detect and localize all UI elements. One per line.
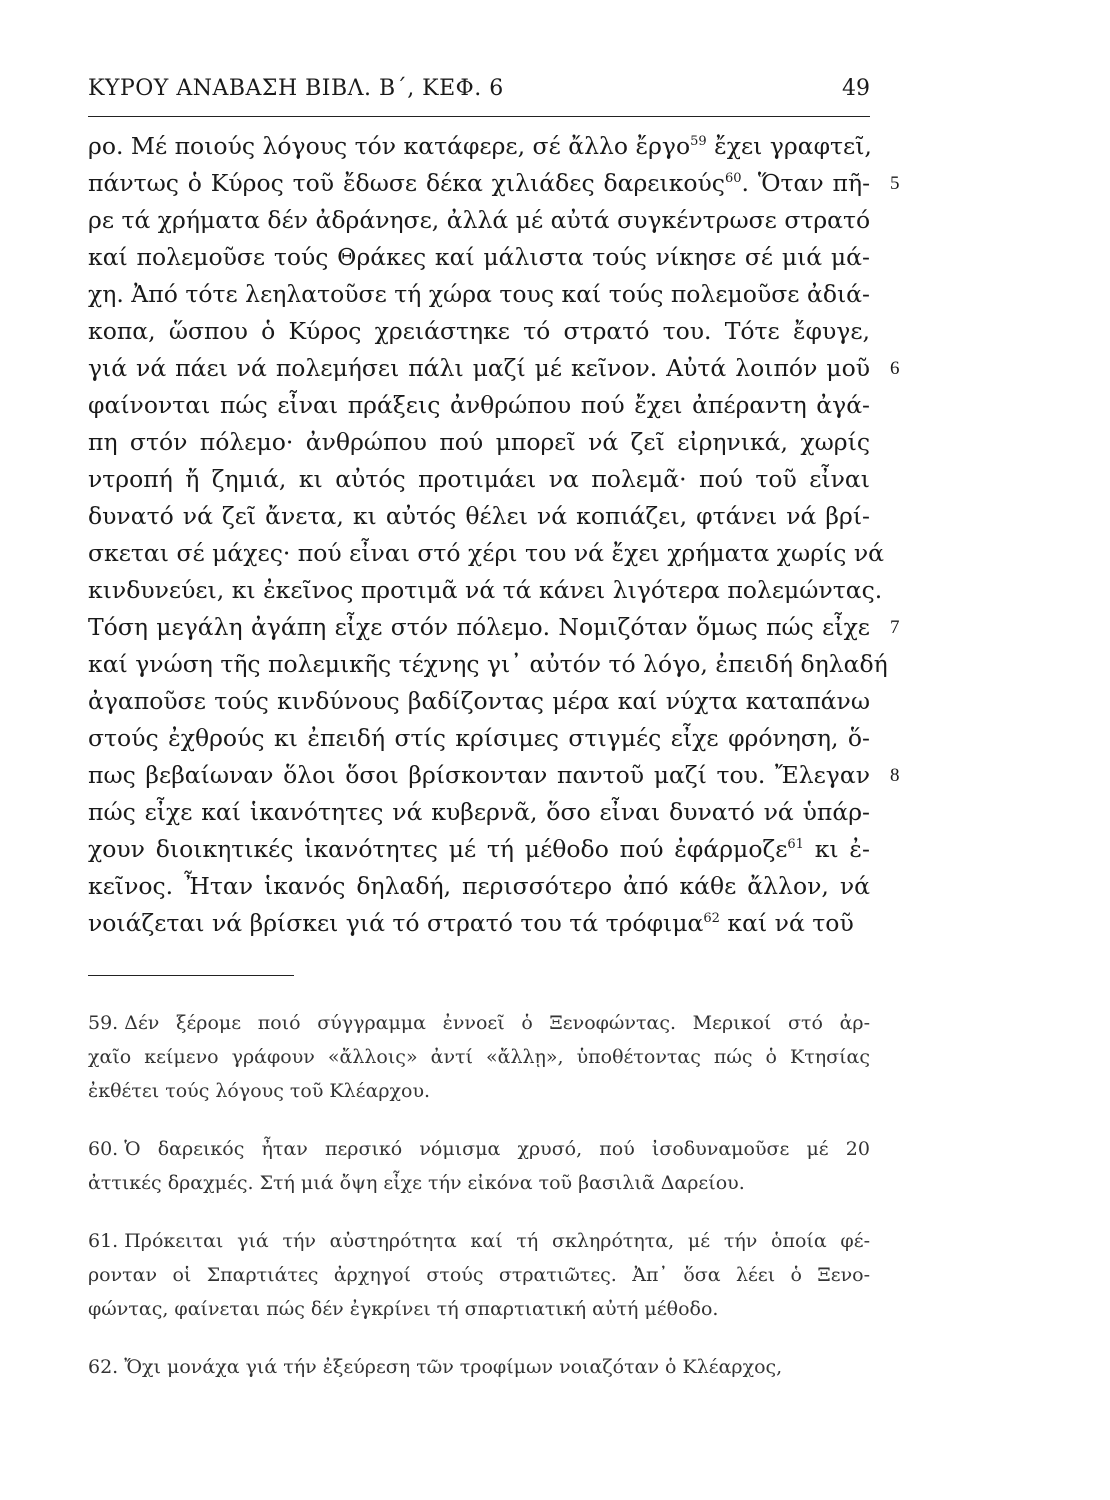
text-line — [88, 424, 870, 461]
text-line — [88, 868, 870, 905]
footnote-text: Πρόκειται γιά τήν αὐστηρότητα καί τή σκληρότητα, μέ τήν ὁποία φέ- — [124, 1230, 870, 1252]
footnote-number: 61. — [88, 1230, 119, 1252]
line-text: σκεται σέ μάχες· πού εἶναι στό χέρι του νά ἔχει χρήματα χωρίς νά — [88, 539, 885, 567]
footnote-reference[interactable]: 61 — [787, 837, 804, 852]
text-line — [88, 350, 900, 387]
line-text-continued: καί νά τοῦ — [719, 909, 854, 937]
text-line — [88, 128, 870, 165]
line-text: δυνατό νά ζεῖ ἄνετα, κι αὐτός θέλει νά κοπιάζει, φτάνει νά βρί- — [88, 502, 870, 530]
line-text-continued: κι ἐ- — [803, 835, 870, 863]
footnote-number: 59. — [88, 1012, 119, 1034]
footnote-reference[interactable]: 60 — [724, 171, 742, 186]
footnotes — [88, 1006, 870, 1408]
text-line — [88, 535, 885, 572]
text-line — [88, 831, 870, 868]
footnote-number: 62. — [88, 1356, 119, 1378]
line-text: Τόση μεγάλη ἀγάπη εἶχε στόν πόλεμο. Νομιζόταν ὅμως πώς εἶχε — [88, 613, 870, 641]
footnote — [88, 1350, 870, 1384]
footnote-number: 60. — [88, 1138, 119, 1160]
footnote-line — [88, 1132, 870, 1166]
footnote — [88, 1006, 870, 1108]
section-number: 5 — [890, 173, 900, 194]
line-text: πώς εἶχε καί ἱκανότητες νά κυβερνᾶ, ὅσο εἶναι δυνατό νά ὑπάρ- — [88, 798, 870, 826]
line-text: ρε τά χρήματα δέν ἀδράνησε, ἀλλά μέ αὐτά συγκέντρωσε στρατό — [88, 206, 871, 234]
footnote-line — [88, 1074, 870, 1108]
footnote-text: Ὄχι μονάχα γιά τήν ἐξεύρεση τῶν τροφίμων νοιαζόταν ὁ Κλέαρχος, — [124, 1356, 783, 1378]
text-line — [88, 572, 883, 609]
text-line — [88, 720, 870, 757]
line-text: ρο. Μέ ποιούς λόγους τόν κατάφερε, σέ ἄλλο ἔργο — [88, 132, 691, 160]
line-text: φαίνονται πώς εἶναι πράξεις ἀνθρώπου πού ἔχει ἀπέραντη ἀγά- — [88, 391, 870, 419]
text-line — [88, 646, 888, 683]
line-text-continued: . Ὅταν πῆ- — [741, 169, 871, 197]
line-text: γιά νά πάει νά πολεμήσει πάλι μαζί μέ κεῖνον. Αὐτά λοιπόν μοῦ — [88, 354, 870, 382]
line-text: καί γνώση τῆς πολεμικῆς τέχνης γι᾽ αὐτόν τό λόγο, ἐπειδή δηλαδή — [88, 650, 888, 678]
footnote-line — [88, 1166, 870, 1200]
footnote — [88, 1224, 870, 1326]
running-title: ΚΥΡΟΥ ΑΝΑΒΑΣΗ ΒΙΒΛ. Β΄, ΚΕΦ. 6 — [88, 76, 504, 101]
running-header — [88, 70, 870, 110]
line-text: ἀγαποῦσε τούς κινδύνους βαδίζοντας μέρα καί νύχτα καταπάνω — [88, 687, 870, 715]
footnote-text: ἀττικές δραχμές. Στή μιά ὄψη εἶχε τήν εἰκόνα τοῦ βασιλιᾶ Δαρείου. — [88, 1172, 745, 1194]
line-text: στούς ἐχθρούς κι ἐπειδή στίς κρίσιμες στιγμές εἶχε φρόνηση, ὅ- — [88, 724, 870, 752]
text-line — [88, 313, 870, 350]
section-number: 8 — [890, 765, 900, 786]
text-line — [88, 498, 870, 535]
header-rule — [88, 116, 870, 117]
footnote-text: Δέν ξέρομε ποιό σύγγραμμα ἐννοεῖ ὁ Ξενοφώντας. Μερικοί στό ἀρ- — [124, 1012, 870, 1034]
footnote-line — [88, 1224, 870, 1258]
line-text: πως βεβαίωναν ὅλοι ὅσοι βρίσκονταν παντοῦ μαζί του. Ἔλεγαν — [88, 761, 870, 789]
footnote-line — [88, 1292, 870, 1326]
text-line — [88, 461, 870, 498]
line-text: πη στόν πόλεμο· ἀνθρώπου πού μπορεῖ νά ζεῖ εἰρηνικά, χωρίς — [88, 428, 870, 456]
text-line — [88, 276, 870, 313]
footnote-text: ρονταν οἱ Σπαρτιάτες ἀρχηγοί στούς στρατιῶτες. Ἀπ᾽ ὅσα λέει ὁ Ξενο- — [88, 1264, 870, 1286]
text-line — [88, 794, 870, 831]
text-line — [88, 905, 870, 942]
footnote-reference[interactable]: 62 — [703, 911, 720, 926]
footnote — [88, 1132, 870, 1200]
footnote-text: Ὁ δαρεικός ἦταν περσικό νόμισμα χρυσό, πού ἰσοδυναμοῦσε μέ 20 — [124, 1138, 870, 1160]
line-text: ντροπή ἤ ζημιά, κι αὐτός προτιμάει να πολεμᾶ· πού τοῦ εἶναι — [88, 465, 870, 493]
text-line — [88, 683, 870, 720]
line-text: χη. Ἀπό τότε λεηλατοῦσε τή χώρα τους καί τούς πολεμοῦσε ἀδιά- — [88, 280, 870, 308]
footnote-line — [88, 1006, 870, 1040]
page-number: 49 — [842, 76, 870, 101]
footnote-reference[interactable]: 59 — [690, 134, 707, 149]
line-text: χουν διοικητικές ἱκανότητες μέ τή μέθοδο πού ἐφάρμοζε — [88, 835, 788, 863]
main-text — [88, 128, 900, 942]
text-line — [88, 609, 900, 646]
line-text: νοιάζεται νά βρίσκει γιά τό στρατό του τά τρόφιμα — [88, 909, 704, 937]
footnote-text: φώντας, φαίνεται πώς δέν ἐγκρίνει τή σπαρτιατική αὐτή μέθοδο. — [88, 1298, 719, 1320]
section-number: 7 — [890, 617, 900, 638]
line-text: καί πολεμοῦσε τούς Θράκες καί μάλιστα τούς νίκησε σέ μιά μά- — [88, 243, 870, 271]
footnote-text: χαῖο κείμενο γράφουν «ἄλλοις» ἀντί «ἄλλῃ», ὑποθέτοντας πώς ὁ Κτησίας — [88, 1046, 870, 1068]
text-line — [88, 239, 870, 276]
text-line — [88, 202, 870, 239]
text-line — [88, 387, 870, 424]
text-line — [88, 165, 900, 202]
text-line — [88, 757, 900, 794]
footnote-line — [88, 1350, 870, 1384]
section-number: 6 — [890, 358, 900, 379]
line-text: κοπα, ὥσπου ὁ Κύρος χρειάστηκε τό στρατό του. Τότε ἔφυγε, — [88, 317, 870, 345]
line-text: πάντως ὁ Κύρος τοῦ ἔδωσε δέκα χιλιάδες δαρεικούς — [88, 169, 725, 197]
line-text: κινδυνεύει, κι ἐκεῖνος προτιμᾶ νά τά κάνει λιγότερα πολεμώντας. — [88, 576, 883, 604]
footnote-line — [88, 1040, 870, 1074]
footnote-rule — [88, 975, 294, 976]
line-text: κεῖνος. Ἦταν ἱκανός δηλαδή, περισσότερο ἀπό κάθε ἄλλον, νά — [88, 872, 870, 900]
footnote-text: ἐκθέτει τούς λόγους τοῦ Κλέαρχου. — [88, 1080, 431, 1102]
line-text-continued: ἔχει γραφτεῖ, — [706, 132, 872, 160]
footnote-line — [88, 1258, 870, 1292]
